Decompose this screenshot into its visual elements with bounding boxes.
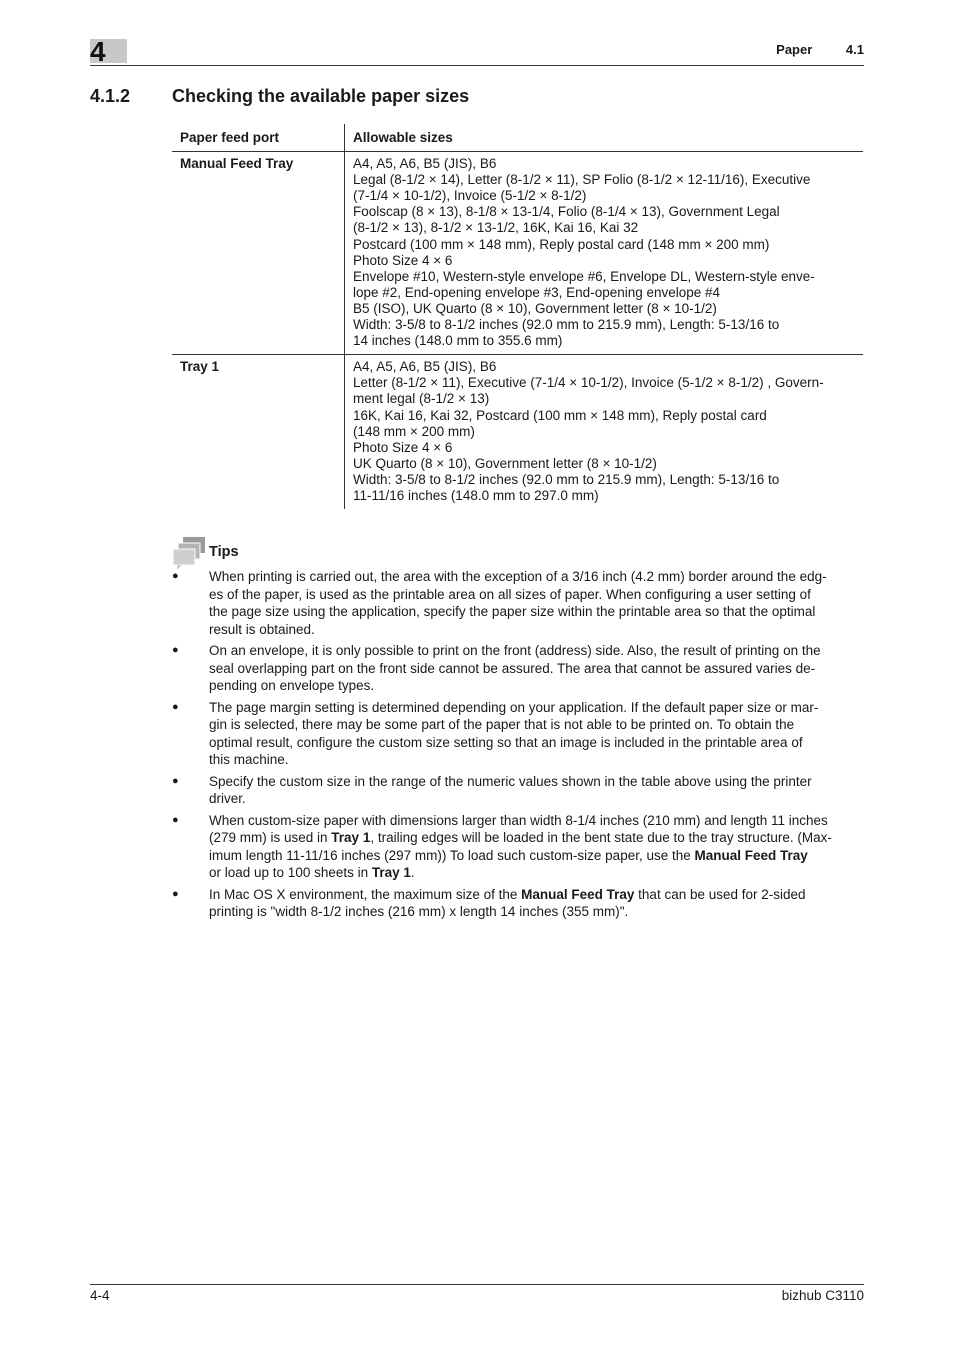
- size-line: A4, A5, A6, B5 (JIS), B6: [353, 156, 497, 172]
- tip-emphasis: Tray 1: [371, 865, 411, 880]
- list-item: [172, 642, 863, 695]
- section-title: Checking the available paper sizes: [172, 86, 470, 106]
- sizes-cell: [345, 355, 864, 509]
- page-number: 4-4: [90, 1288, 110, 1303]
- tip-line: es of the paper, is used as the printable area on all sizes of paper. When configuring a user setting of: [209, 586, 811, 602]
- size-line: B5 (ISO), UK Quarto (8 × 10), Government letter (8 × 10-1/2): [353, 300, 717, 316]
- bullet: ●: [172, 887, 179, 900]
- size-line: (8-1/2 × 13), 8-1/2 × 13-1/2, 16K, Kai 16, Kai 32: [353, 220, 639, 236]
- tips-list: [172, 568, 863, 925]
- size-line: Width: 3-5/8 to 8-1/2 inches (92.0 mm to 215.9 mm), Length: 5-13/16 to: [353, 471, 780, 487]
- tip-line: When printing is carried out, the area with the exception of a 3/16 inch (4.2 mm) border around the edg-: [209, 569, 827, 584]
- size-line: (148 mm × 200 mm): [353, 423, 475, 439]
- port-cell: Tray 1: [180, 359, 220, 375]
- list-item: [172, 812, 863, 882]
- bullet: ●: [172, 570, 179, 582]
- tip-line: result is obtained.: [209, 621, 315, 637]
- tip-text: When custom-size paper with dimensions larger than width 8-1/4 inches (210 mm) and length 11 inches: [209, 812, 828, 828]
- list-item: [172, 886, 863, 921]
- tip-line: [209, 812, 863, 830]
- section-number: 4.1.2: [90, 86, 131, 106]
- size-line: 16K, Kai 16, Kai 32, Postcard (100 mm × 148 mm), Reply postal card: [353, 407, 767, 423]
- tip-line: Specify the custom size in the range of the numeric values shown in the table above using the printer: [209, 773, 812, 789]
- tip-text: printing is "width 8-1/2 inches (216 mm) x length 14 inches (355 mm)".: [209, 904, 629, 919]
- size-line: Legal (8-1/2 × 14), Letter (8-1/2 × 11), SP Folio (8-1/2 × 12-11/16), Executive: [353, 172, 811, 188]
- bullet: ●: [172, 774, 179, 787]
- product-name: bizhub C3110: [781, 1288, 864, 1303]
- tip-line: seal overlapping part on the front side cannot be assured. The area that cannot be assured varies de-: [209, 660, 816, 676]
- tip-line: pending on envelope types.: [209, 678, 375, 693]
- tip-text: , trailing edges will be loaded in the bent state due to the tray structure. (Max-: [370, 830, 832, 845]
- size-line: 14 inches (148.0 mm to 355.6 mm): [353, 333, 563, 349]
- tip-line: [209, 886, 863, 904]
- size-line: (7-1/4 × 10-1/2), Invoice (5-1/2 × 8-1/2): [353, 188, 587, 204]
- footer-rule: [90, 1284, 864, 1285]
- tip-line: [209, 847, 863, 865]
- column-header-port: Paper feed port: [172, 124, 345, 152]
- size-line: Letter (8-1/2 × 11), Executive (7-1/4 × 10-1/2), Invoice (5-1/2 × 8-1/2) , Govern-: [353, 375, 824, 391]
- list-item: [172, 699, 863, 769]
- tip-emphasis: Manual Feed Tray: [521, 886, 635, 902]
- size-line: lope #2, End-opening envelope #3, End-opening envelope #4: [353, 284, 721, 300]
- list-item: [172, 568, 863, 638]
- header-rule: [90, 65, 864, 66]
- size-line: Width: 3-5/8 to 8-1/2 inches (92.0 mm to 215.9 mm), Length: 5-13/16 to: [353, 317, 780, 333]
- tip-text: .: [410, 865, 415, 880]
- tip-line: [209, 864, 863, 882]
- table-row: [172, 152, 863, 355]
- tip-emphasis: Tray 1: [331, 830, 371, 845]
- size-line: Photo Size 4 × 6: [353, 439, 453, 455]
- table-row: [172, 355, 863, 509]
- chapter-number: 4: [90, 36, 106, 67]
- table-header-row: [172, 124, 863, 152]
- tips-heading: Tips: [209, 544, 239, 560]
- size-line: Envelope #10, Western-style envelope #6, Envelope DL, Western-style enve-: [353, 268, 815, 284]
- header-section-name: Paper: [776, 42, 813, 57]
- tip-line: driver.: [209, 791, 246, 806]
- tip-text: imum length 11-11/16 inches (297 mm)) To load such custom-size paper, use the: [209, 847, 695, 863]
- size-line: UK Quarto (8 × 10), Government letter (8 × 10-1/2): [353, 455, 657, 471]
- size-line: Postcard (100 mm × 148 mm), Reply postal card (148 mm × 200 mm): [353, 236, 770, 252]
- tip-line: optimal result, configure the custom size setting so that an image is included in the printable area of: [209, 734, 803, 750]
- tip-text: that can be used for 2-sided: [634, 886, 806, 902]
- tip-line: The page margin setting is determined depending on your application. If the default paper size or mar-: [209, 699, 819, 715]
- tip-text: or load up to 100 sheets in: [209, 865, 372, 880]
- tip-line: On an envelope, it is only possible to print on the front (address) side. Also, the result of printing on the: [209, 643, 821, 658]
- tip-line: the page size using the application, specify the paper size within the printable area so that the optimal: [209, 604, 816, 619]
- size-line: 11-11/16 inches (148.0 mm to 297.0 mm): [353, 487, 599, 503]
- list-item: [172, 773, 863, 808]
- size-line: A4, A5, A6, B5 (JIS), B6: [353, 359, 497, 375]
- paper-sizes-table: [172, 124, 863, 509]
- bullet: ●: [172, 700, 179, 713]
- port-cell: Manual Feed Tray: [172, 152, 345, 355]
- tip-line: [209, 903, 863, 921]
- bullet: ●: [172, 813, 179, 826]
- running-header: [776, 42, 864, 57]
- tip-emphasis: Manual Feed Tray: [694, 847, 808, 863]
- tip-line: [209, 829, 863, 847]
- header-section-number: 4.1: [845, 42, 864, 57]
- tip-text: In Mac OS X environment, the maximum size of the: [209, 886, 522, 902]
- tip-line: gin is selected, there may be some part of the paper that is not able to be printed on. To obtain the: [209, 717, 795, 732]
- bullet: ●: [172, 644, 179, 656]
- tip-line: this machine.: [209, 752, 289, 767]
- size-line: Foolscap (8 × 13), 8-1/8 × 13-1/4, Folio (8-1/4 × 13), Government Legal: [353, 204, 780, 220]
- tip-text: (279 mm) is used in: [209, 830, 332, 845]
- sizes-cell: [345, 152, 864, 355]
- size-line: ment legal (8-1/2 × 13): [353, 391, 490, 407]
- size-line: Photo Size 4 × 6: [353, 252, 453, 268]
- tips-icon: [172, 536, 206, 570]
- column-header-sizes: Allowable sizes: [345, 124, 864, 152]
